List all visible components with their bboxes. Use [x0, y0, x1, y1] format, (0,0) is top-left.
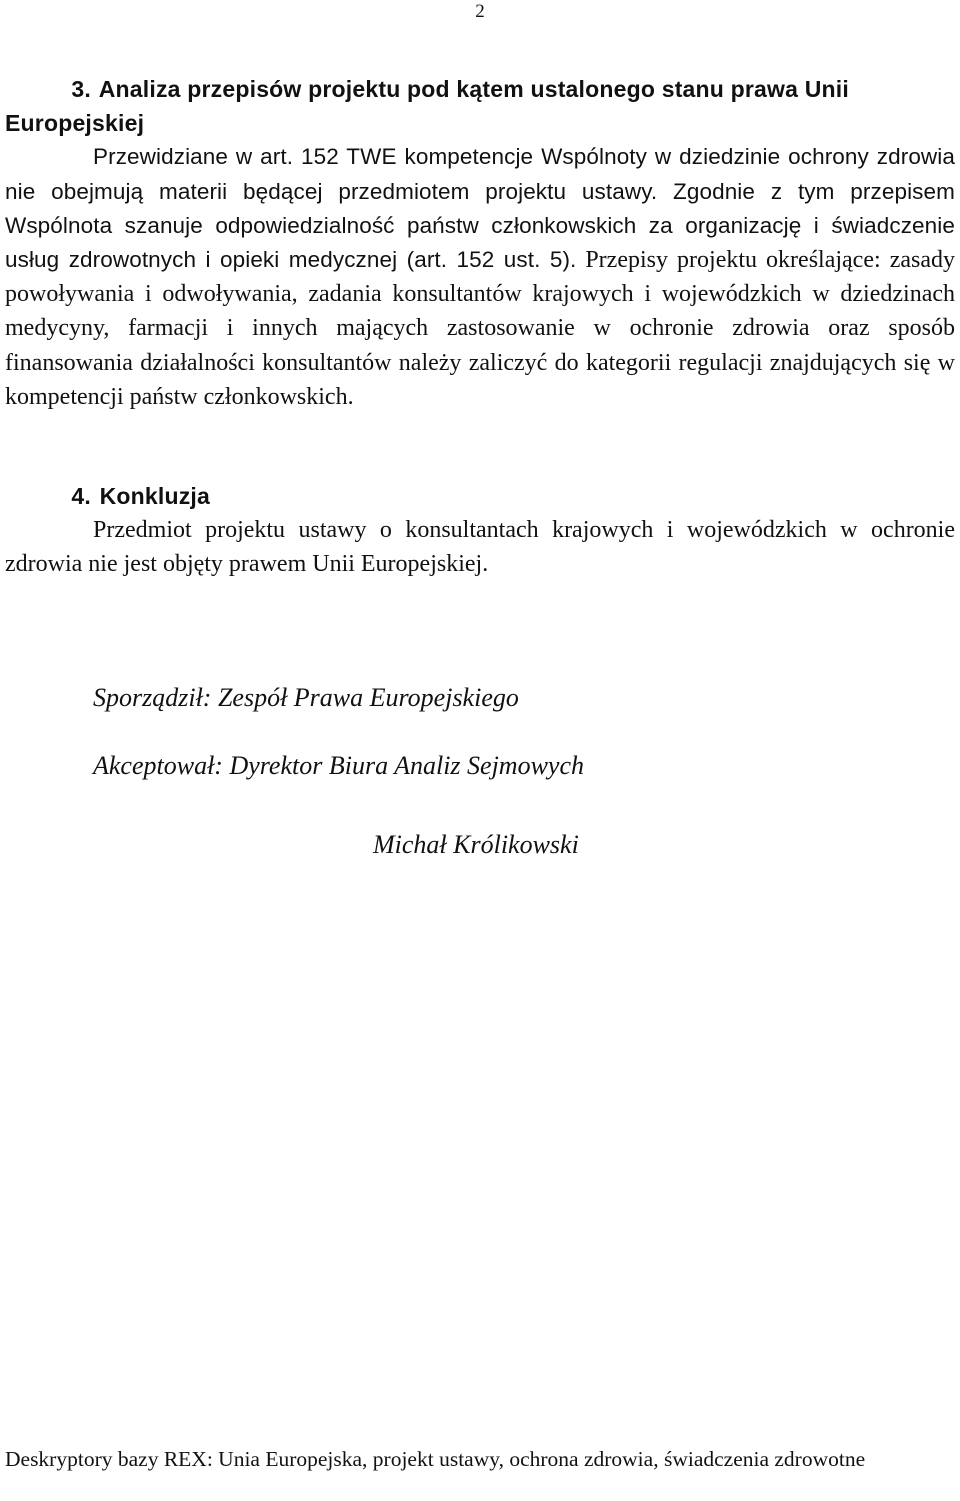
section-heading: [5, 72, 955, 140]
accepted-by-line: Akceptował: Dyrektor Biura Analiz Sejmowych: [93, 751, 585, 780]
section-conclusion: [5, 479, 955, 582]
section-number: 3.: [71, 76, 91, 102]
section-paragraph: [5, 513, 955, 581]
prepared-by-line: Sporządził: Zespół Prawa Europejskiego: [93, 683, 519, 712]
section-number: 4.: [71, 483, 91, 509]
paragraph-text-part1: Przewidziane w art. 152 TWE kompetencje Wspólnoty w dziedzinie ochrony zdrowia nie obejmują materii będącej przedmiotem projektu ustawy. Zgodnie z tym przepisem Wspólnota szanuje odpowiedzialność państw członkowskich za organizację i świadczenie usług zdrowotnych i opieki medycznej (art. 152 ust. 5).: [5, 144, 955, 273]
director-name: Michał Królikowski: [373, 830, 579, 859]
paragraph-text-part2: Przepisy projektu określające: zasady powoływania i odwoływania, zadania konsultantów krajowych i wojewódzkich w dziedzinach medycyny, farmacji i innych mających zastosowanie w ochronie zdrowia oraz sposób finansowania działalności konsultantów należy zaliczyć do kategorii regulacji znajdujących się w kompetencji państw członkowskich.: [5, 247, 956, 410]
section-title: Analiza przepisów projektu pod kątem ustalonego stanu prawa Unii Europejskiej: [5, 76, 849, 137]
section-analysis: [5, 72, 955, 414]
page-number: 2: [475, 1, 485, 22]
paragraph-text: Przedmiot projektu ustawy o konsultantach krajowych i wojewódzkich w ochronie zdrowia nie jest objęty prawem Unii Europejskiej.: [5, 517, 955, 578]
section-title: Konkluzja: [99, 483, 211, 509]
descriptors-text: Deskryptory bazy REX: Unia Europejska, projekt ustawy, ochrona zdrowia, świadczenia zdrowotne: [5, 1447, 866, 1471]
section-heading: [5, 479, 955, 513]
descriptors-footer: [5, 1444, 955, 1474]
section-paragraph: [5, 140, 955, 414]
